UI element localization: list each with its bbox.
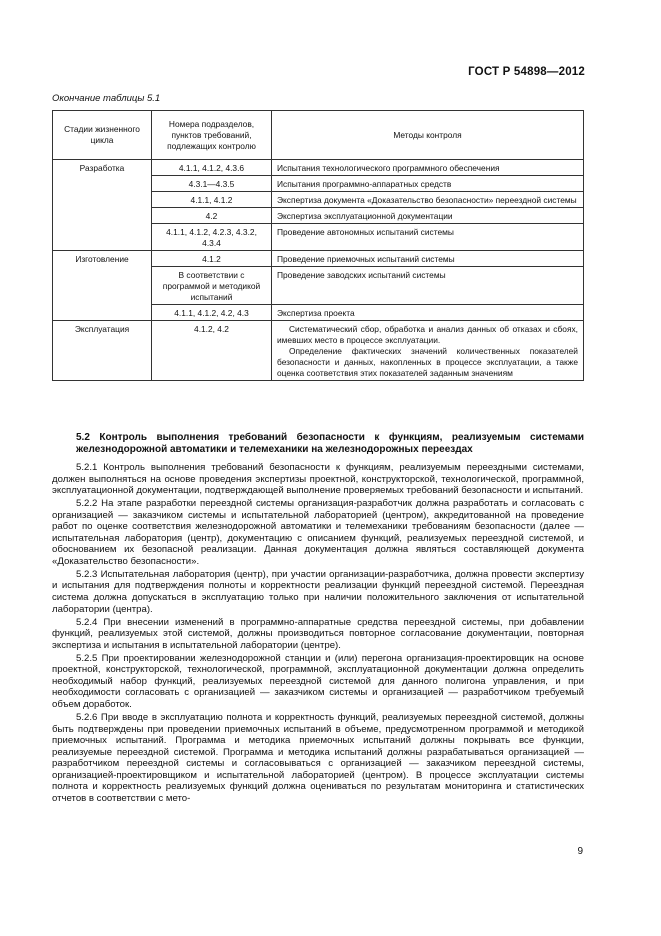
control-methods-table	[52, 110, 584, 381]
table-row	[53, 160, 584, 176]
table-caption: Окончание таблицы 5.1	[52, 93, 161, 104]
method-cell: Проведение заводских испытаний системы	[272, 267, 584, 305]
refs-cell: 4.3.1—4.3.5	[152, 176, 272, 192]
section-title: 5.2 Контроль выполнения требований безопасности к функциям, реализуемым системами железнодорожной автоматики и телемеханики на железнодорожных переездах	[76, 432, 584, 455]
refs-cell: 4.1.1, 4.1.2, 4.3.6	[152, 160, 272, 176]
table-row	[53, 321, 584, 381]
paragraph: 5.2.5 При проектировании железнодорожной станции и (или) перегона организация-проектировщик на основе проектной, конструкторской, технологической, программной, эксплуатационной документации должна определить необходимый набор функций, реализуемых переездной системой для данного полигона управления, и при необходимости согласовать с организацией — заказчиком системы и организацией — разработчиком требуемый объем доработок.	[52, 652, 584, 710]
table-row	[53, 251, 584, 267]
paragraph: 5.2.2 На этапе разработки переездной системы организация-разработчик должна разработать и согласовать с организацией — заказчиком системы и испытательной лабораторией (центром), аккредитованной на проведение работ по оценке соответствия железнодорожной автоматики и телемеханики требованиям безопасности (далее — испытательная лаборатория (центр), документацию с описанием функций, реализуемых переездной системой, и обоснованием их безопасной реализации. Данная документация должна являться составляющей документа «Доказательство безопасности».	[52, 498, 584, 567]
section-body	[52, 462, 584, 806]
stage-cell-development: Разработка	[53, 160, 152, 251]
method-cell: Проведение автономных испытаний системы	[272, 224, 584, 251]
paragraph: 5.2.1 Контроль выполнения требований безопасности к функциям, реализуемым переездными системами, должен выполняться на основе проведения экспертизы проектной, конструкторской, технологической, программной, эксплуатационной документации, подтверждающей выполнение проверяемых требований безопасности и испытаний.	[52, 462, 584, 497]
refs-cell: 4.2	[152, 208, 272, 224]
refs-cell: 4.1.1, 4.1.2	[152, 192, 272, 208]
refs-cell: 4.1.2	[152, 251, 272, 267]
page-number: 9	[577, 846, 583, 857]
method-cell: Экспертиза проекта	[272, 305, 584, 321]
stage-cell-manufacturing: Изготовление	[53, 251, 152, 321]
refs-cell: В соответствии с программой и методикой испытаний	[152, 267, 272, 305]
method-cell: Испытания технологического программного обеспечения	[272, 160, 584, 176]
paragraph: 5.2.4 При внесении изменений в программно-аппаратные средства переездной системы, при добавлении функций, реализуемых этой системой, должны производиться повторное согласование документации, повторная экспертиза и испытания в испытательной лаборатории (центре).	[52, 616, 584, 651]
refs-cell: 4.1.1, 4.1.2, 4.2, 4.3	[152, 305, 272, 321]
method-cell: Испытания программно-аппаратных средств	[272, 176, 584, 192]
refs-cell: 4.1.2, 4.2	[152, 321, 272, 381]
method-text: Систематический сбор, обработка и анализ данных об отказах и сбоях, имевших место в процессе эксплуатации.	[277, 324, 578, 345]
column-header-stage: Стадии жизненного цикла	[53, 111, 152, 160]
paragraph: 5.2.3 Испытательная лаборатория (центр), при участии организации-разработчика, должна провести экспертизу и испытания для подтверждения полноты и корректности реализации функций переездной системой. Переездная система должна допускаться в эксплуатацию только при наличии положительного заключения от испытательной лаборатории (центра).	[52, 568, 584, 615]
method-cell: Экспертиза эксплуатационной документации	[272, 208, 584, 224]
method-cell	[272, 321, 584, 381]
table-header-row	[53, 111, 584, 160]
stage-cell-operation: Эксплуатация	[53, 321, 152, 381]
method-cell: Экспертиза документа «Доказательство безопасности» переездной системы	[272, 192, 584, 208]
paragraph: 5.2.6 При вводе в эксплуатацию полнота и корректность функций, реализуемых переездной системой, должны быть подтверждены при проведении приемочных испытаний в объеме, предусмотренном программой и методикой приемочных испытаний. Программа и методика приемочных испытаний должны покрывать все функции, реализуемые переездной системой. Программа и методика испытаний должны разрабатываться организацией — разработчиком переездной системы и согласовываться с организацией — заказчиком переездной системы, организацией-проектировщиком и испытательной лабораторией (центром). В процессе эксплуатации системы полнота и корректность реализуемых функций должна оцениваться по результатам мониторинга и статистических отчетов в соответствии с мето-	[52, 711, 584, 804]
document-code: ГОСТ Р 54898—2012	[468, 66, 585, 78]
method-cell: Проведение приемочных испытаний системы	[272, 251, 584, 267]
column-header-methods: Методы контроля	[272, 111, 584, 160]
refs-cell: 4.1.1, 4.1.2, 4.2.3, 4.3.2, 4.3.4	[152, 224, 272, 251]
method-text: Определение фактических значений количественных показателей безопасности и данных, накопленных в процессе эксплуатации, а также оценка соответствия этих показателей заданным значениям	[277, 346, 578, 378]
column-header-refs: Номера подразделов, пунктов требований, подлежащих контролю	[152, 111, 272, 160]
